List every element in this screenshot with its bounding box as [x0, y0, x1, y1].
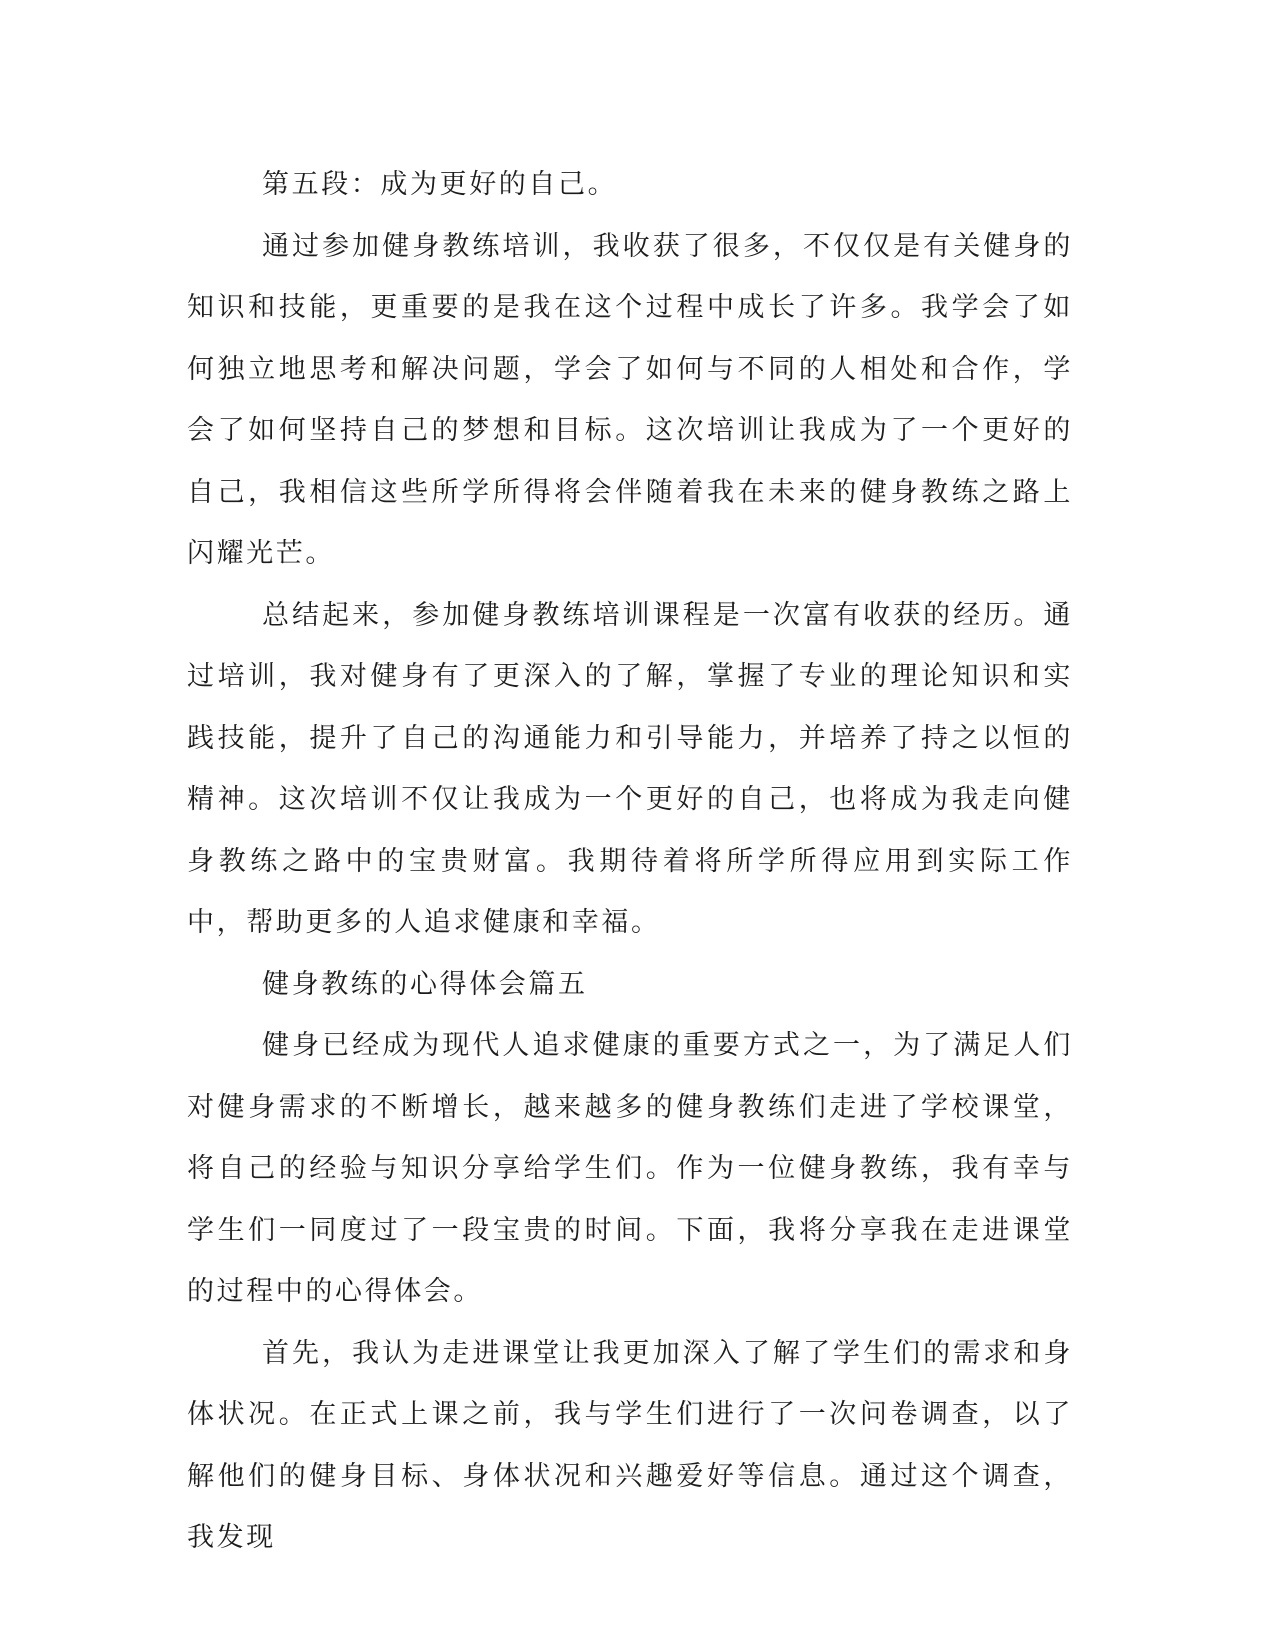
paragraph-summary: 总结起来，参加健身教练培训课程是一次富有收获的经历。通过培训，我对健身有了更深入的了解，掌握了专业的理论知识和实践技能，提升了自己的沟通能力和引导能力，并培养了持之以恒的精神。这次培训不仅让我成为一个更好的自己，也将成为我走向健身教练之路中的宝贵财富。我期待着将所学所得应用到实际工作中，帮助更多的人追求健康和幸福。	[187, 599, 1073, 938]
article-title: 健身教练的心得体会篇五	[262, 968, 588, 1000]
paragraph-growth: 通过参加健身教练培训，我收获了很多，不仅仅是有关健身的知识和技能，更重要的是我在这个过程中成长了许多。我学会了如何独立地思考和解决问题，学会了如何与不同的人相处和合作，学会了如何坚持自己的梦想和目标。这次培训让我成为了一个更好的自己，我相信这些所学所得将会伴随着我在未来的健身教练之路上闪耀光芒。	[187, 230, 1073, 569]
document-page	[187, 154, 1073, 1569]
paragraph-intro: 健身已经成为现代人追求健康的重要方式之一，为了满足人们对健身需求的不断增长，越来越多的健身教练们走进了学校课堂，将自己的经验与知识分享给学生们。作为一位健身教练，我有幸与学生们一同度过了一段宝贵的时间。下面，我将分享我在走进课堂的过程中的心得体会。	[187, 1030, 1073, 1307]
paragraph-first-point: 首先，我认为走进课堂让我更加深入了解了学生们的需求和身体状况。在正式上课之前，我与学生们进行了一次问卷调查，以了解他们的健身目标、身体状况和兴趣爱好等信息。通过这个调查，我发现	[187, 1337, 1073, 1553]
section-heading: 第五段：成为更好的自己。	[262, 169, 618, 200]
